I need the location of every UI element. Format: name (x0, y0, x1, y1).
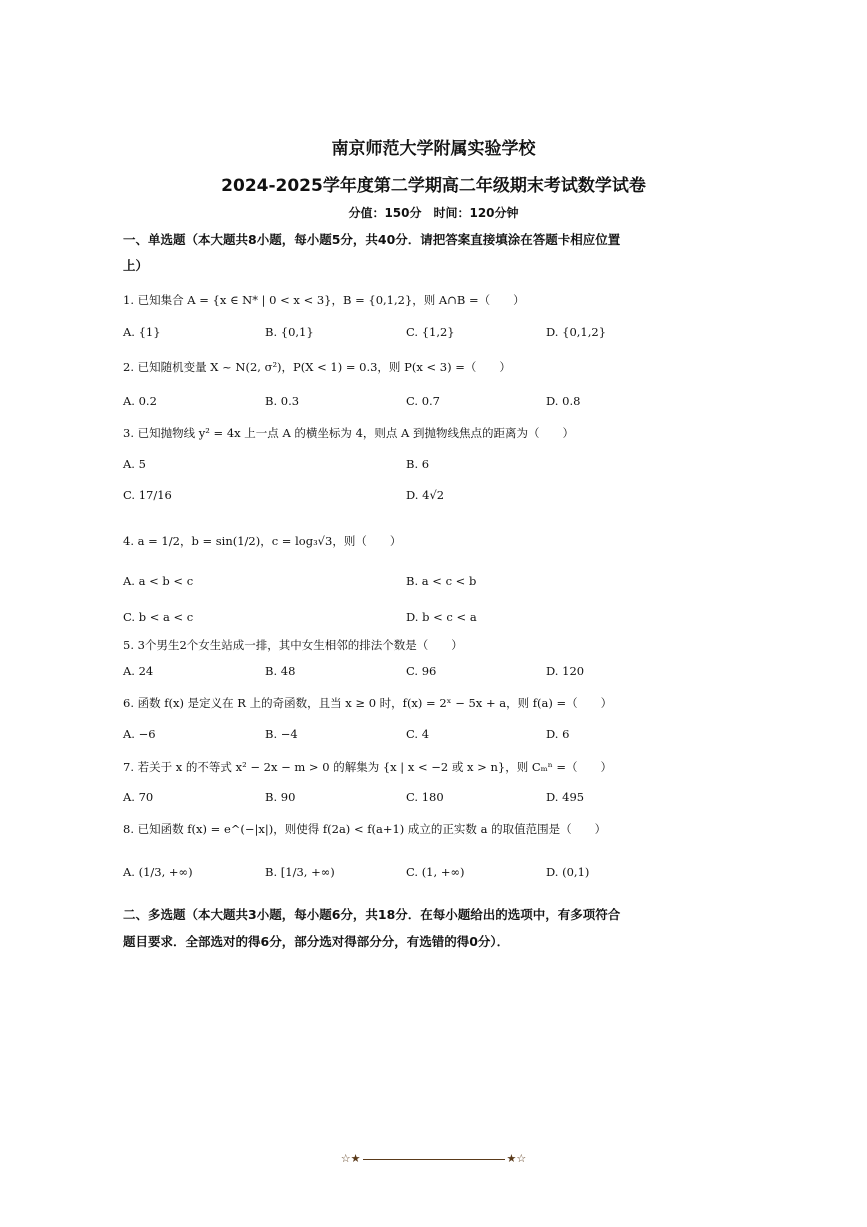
footer-decoration (0, 1152, 867, 1165)
question-5-option-a: A. 24 (123, 664, 154, 678)
school-title: 南京师范大学附属实验学校 (331, 139, 536, 159)
question-8-option-d: D. (0,1) (546, 865, 590, 879)
question-5-option-d: D. 120 (546, 664, 585, 678)
question-5-option-c: C. 96 (406, 664, 437, 678)
question-3-option-c: C. 17/16 (123, 488, 172, 502)
question-7-option-c: C. 180 (406, 790, 444, 804)
question-8-option-c: C. (1, +∞) (406, 865, 465, 879)
question-8-stem: 8. 已知函数 f(x) = e^(−|x|)，则使得 f(2a) < f(a+1) 成立的正实数 a 的取值范围是（ ） (123, 822, 607, 836)
question-2-option-a: A. 0.2 (123, 394, 157, 408)
question-7-stem: 7. 若关于 x 的不等式 x² − 2x − m > 0 的解集为 {x | x < −2 或 x > n}，则 Cₘⁿ =（ ） (123, 760, 612, 774)
question-8-option-b: B. [1/3, +∞) (265, 865, 335, 879)
question-2-stem: 2. 已知随机变量 X ~ N(2, σ²)，P(X < 1) = 0.3，则 P(x < 3) =（ ） (123, 360, 511, 374)
footer-left-stars: ☆★ (340, 1152, 361, 1165)
question-7-option-a: A. 70 (123, 790, 154, 804)
question-2-option-d: D. 0.8 (546, 394, 581, 408)
section1-heading-line1: 一、单选题（本大题共8小题，每小题5分，共40分．请把答案直接填涂在答题卡相应位置 (123, 232, 621, 247)
question-1-option-a: A. {1} (123, 325, 161, 339)
question-1-option-c: C. {1,2} (406, 325, 455, 339)
question-7-option-d: D. 495 (546, 790, 585, 804)
question-6-option-a: A. −6 (123, 727, 156, 741)
question-4-option-c: C. b < a < c (123, 610, 194, 624)
question-4-option-b: B. a < c < b (406, 574, 477, 588)
question-3-option-d: D. 4√2 (406, 488, 445, 502)
question-2-option-b: B. 0.3 (265, 394, 300, 408)
question-3-option-b: B. 6 (406, 457, 430, 471)
question-7-option-b: B. 90 (265, 790, 296, 804)
question-4-option-d: D. b < c < a (406, 610, 477, 624)
section2-heading-line2: 题目要求．全部选对的得6分，部分选对得部分分，有选错的得0分）． (123, 934, 510, 949)
section2-heading-line1: 二、多选题（本大题共3小题，每小题6分，共18分．在每小题给出的选项中，有多项符合 (123, 907, 621, 922)
footer-right-stars: ★☆ (506, 1152, 527, 1165)
question-2-option-c: C. 0.7 (406, 394, 440, 408)
question-1-option-b: B. {0,1} (265, 325, 314, 339)
question-3-stem: 3. 已知抛物线 y² = 4x 上一点 A 的横坐标为 4，则点 A 到抛物线焦点的距离为（ ） (123, 426, 574, 440)
question-6-stem: 6. 函数 f(x) 是定义在 R 上的奇函数，且当 x ≥ 0 时，f(x) = 2ˣ − 5x + a，则 f(a) =（ ） (123, 696, 613, 710)
section1-heading-line2: 上） (123, 258, 149, 273)
question-4-option-a: A. a < b < c (123, 574, 194, 588)
question-1-option-d: D. {0,1,2} (546, 325, 607, 339)
exam-title: 2024-2025学年度第二学期高二年级期末考试数学试卷 (221, 176, 646, 196)
question-1-stem: 1. 已知集合 A = {x ∈ N* | 0 < x < 3}，B = {0,1,2}，则 A∩B =（ ） (123, 293, 525, 307)
score-time: 分值：150分 时间：120分钟 (348, 206, 519, 220)
question-6-option-c: C. 4 (406, 727, 430, 741)
footer-line (363, 1159, 505, 1160)
question-3-option-a: A. 5 (123, 457, 146, 471)
question-8-option-a: A. (1/3, +∞) (123, 865, 193, 879)
question-6-option-d: D. 6 (546, 727, 570, 741)
question-4-stem: 4. a = 1/2，b = sin(1/2)，c = log₃√3，则（ ） (123, 534, 402, 548)
question-5-stem: 5. 3个男生2个女生站成一排，其中女生相邻的排法个数是（ ） (123, 638, 463, 652)
question-6-option-b: B. −4 (265, 727, 298, 741)
question-5-option-b: B. 48 (265, 664, 296, 678)
